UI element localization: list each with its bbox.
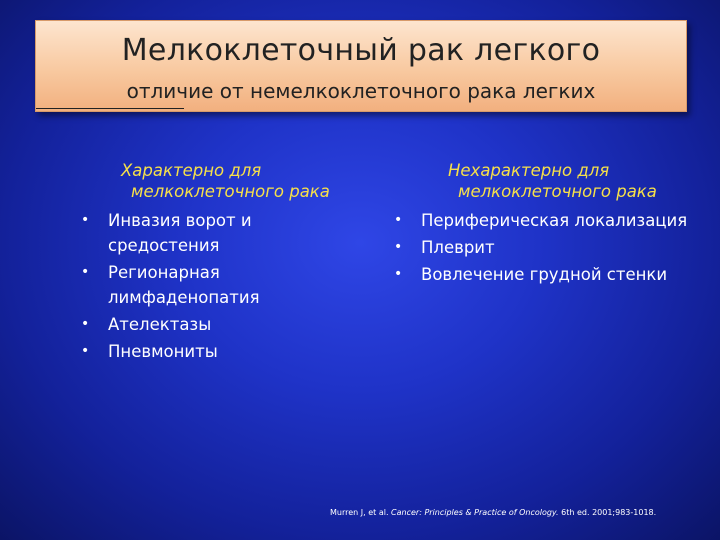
slide-title: Мелкоклеточный рак легкого — [121, 33, 601, 68]
list-item — [75, 339, 365, 364]
list-item-text: Плеврит — [421, 238, 495, 257]
right-heading-line2: мелкоклеточного рака — [458, 182, 657, 201]
title-underline — [36, 108, 184, 109]
list-item — [388, 208, 688, 233]
citation-journal: Cancer: Principles & Practice of Oncology. — [391, 508, 559, 517]
list-item — [75, 312, 365, 337]
right-heading-line1: Нехарактерно для — [448, 161, 610, 180]
list-item-text: Вовлечение грудной стенки — [421, 265, 668, 284]
title-box — [35, 20, 687, 112]
slide-subtitle: отличие от немелкоклеточного рака легких — [126, 79, 596, 103]
left-bullet-list — [75, 208, 365, 364]
right-column-heading — [388, 160, 688, 202]
list-item-text: Периферическая локализация — [421, 211, 688, 230]
bullet-icon: • — [394, 239, 403, 255]
bullet-icon: • — [81, 343, 90, 359]
bullet-icon: • — [394, 266, 403, 282]
list-item — [388, 235, 688, 260]
list-item-text: Инвазия ворот и средостения — [108, 211, 252, 255]
citation-details: 6th ed. 2001;983-1018. — [561, 508, 657, 517]
list-item — [388, 262, 688, 287]
left-heading-line1: Характерно для — [121, 161, 262, 180]
right-bullet-list — [388, 208, 688, 287]
list-item — [75, 208, 365, 258]
bullet-icon: • — [394, 212, 403, 228]
left-column-heading — [75, 160, 365, 202]
list-item-text: Ателектазы — [108, 315, 212, 334]
right-column — [388, 160, 688, 289]
left-heading-line2: мелкоклеточного рака — [131, 182, 330, 201]
list-item-text: Пневмониты — [108, 342, 218, 361]
citation — [330, 508, 700, 517]
citation-authors: Murren J, et al. — [330, 508, 389, 517]
bullet-icon: • — [81, 212, 90, 228]
list-item-text: Регионарная лимфаденопатия — [108, 263, 260, 307]
bullet-icon: • — [81, 264, 90, 280]
list-item — [75, 260, 365, 310]
bullet-icon: • — [81, 316, 90, 332]
left-column — [75, 160, 365, 366]
